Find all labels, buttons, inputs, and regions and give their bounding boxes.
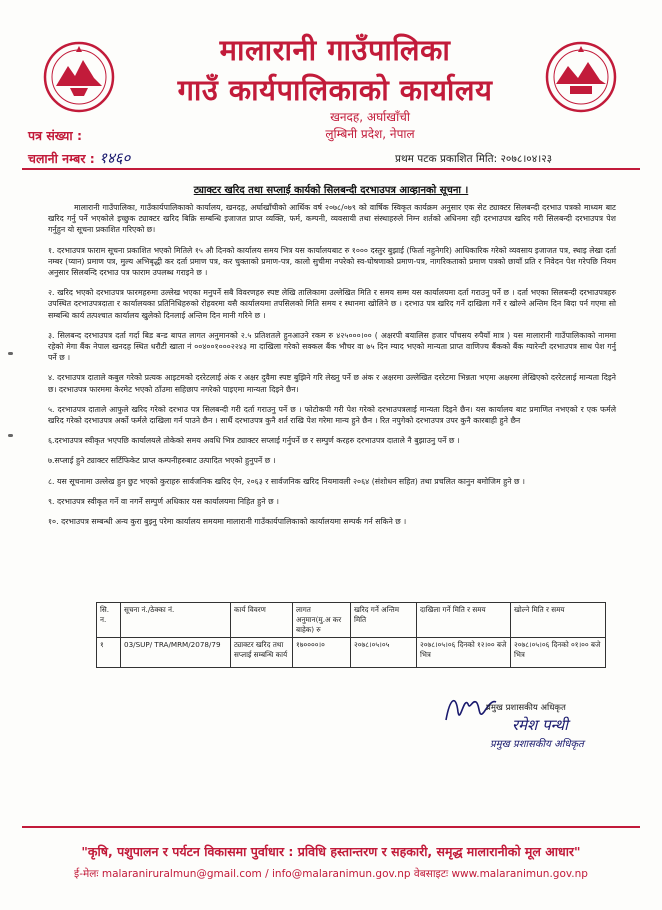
notice-clause: ४. दरभाउपत्र दाताले कबुल गरेको प्रत्यक आइटमको दररेटलाई अंक र अक्षर दुवैमा स्पष्ट बुझिने गरि लेख्नु पर्ने छ अंक र अक्षरमा उल्लेखित दररेटमा भिन्नता भएमा अक्षरमा लेखिएको दररेटलाई मान्यता दिइने छ। दरभाउपत्र फारममा केरमेट भएको ठाँउमा सहिछाप नगरेको पाइएमा मान्यता दिइने छैन। bbox=[48, 373, 616, 394]
notice-clause: ५. दरभाउपत्र दाताले आफुले खरिद गरेको दरभाउ पत्र सिलबन्दी गरी दर्ता गराउनु पर्ने छ । फोटोकपी गरी पेश गरेको दरभाउपत्रलाई मान्यता दिइने छैन। यस कार्यालय बाट प्रमाणित नभएको र एक फर्मले खरिद गरेको दरभाउपत्र अर्को फर्मले दाखिला गर्न पाउने छैन । सार्थै दरभाउपत्र कुनै शर्त राखि पेश गरेमा मान्य हुने छैन । रित नपुगेको दरभाउपत्र उपर कुनै कारबाही हुने छैन bbox=[48, 404, 616, 426]
table-cell: २०७८।०५।०६ दिनको ०१।०० बजे भित्र bbox=[511, 638, 606, 668]
table-cell: ट्याक्टर खरिद तथा सप्लाई सम्बन्धि कार्य bbox=[231, 638, 293, 668]
dispatch-number bbox=[28, 148, 130, 168]
notice-intro: मालारानी गाउँपालिका, गाउँकार्यपालिकाको कार्यालय, खनदह, अर्घाखाँचीको आर्थिक वर्ष २०७८/०७९ को वार्षिक स्विकृत कार्यक्रम अनुसार एक सेट ट्याक्टर सिलबन्दी दरभाउ पत्रको माध्यम बाट खरिद गर्नु पर्ने भएकोले इच्छुक ट्याक्टर खरिद बिक्रि सम्बन्धि इजाजत प्राप्त व्यक्ति, फर्म, कम्पनी, व्यवसायी तथा संस्थाहरुले निम्न शर्तको अधिनमा रही दरभाउपत्र खरिद गरी सिलबन्दी दरभाउपत्र पेश गर्नुहुन यो सूचना प्रकाशित गरिएको छ। bbox=[48, 203, 616, 235]
notice-subject: ट्याक्टर खरिद तथा सप्लाई कार्यको सिलबन्दी दरभाउपत्र आव्हानको सूचना । bbox=[193, 185, 469, 196]
published-date: प्रथम पटक प्रकाशित मिति: २०७८।०४।२३ bbox=[395, 153, 553, 165]
footer-contact: ई-मेलः malaraniruralmun@gmail.com / info@malaranimun.gov.np वेबसाइटः www.malaranimun.gov.np bbox=[74, 868, 588, 880]
table-cell: १७००००।० bbox=[293, 638, 351, 668]
table-cell: २०७८।०५।०५ bbox=[351, 638, 417, 668]
signatory-name: रमेश पन्थी bbox=[512, 716, 569, 734]
notice-clause: ८. यस सूचनामा उल्लेख हुन छुट भएको कुराहरु सार्वजनिक खरिद ऐन, २०६३ र सार्वजनिक खरिद नियमावली २०६४ (संशोधन सहित) तथा प्रचलित कानुन बमोजिम हुने छ । bbox=[48, 476, 525, 486]
table-header-cell: कार्य विवरण bbox=[231, 603, 293, 638]
header-divider bbox=[22, 168, 640, 170]
address-line-1: खनदह, अर्घाखाँची bbox=[330, 110, 410, 124]
table-header-cell: खरिद गर्ने अन्तिम मिति bbox=[351, 603, 417, 638]
table-cell: १ bbox=[97, 638, 121, 668]
footer-divider bbox=[22, 826, 640, 828]
table-header-cell: खोल्ने मिति र समय bbox=[511, 603, 606, 638]
office-title: गाउँ कार्यपालिकाको कार्यालय bbox=[177, 73, 493, 107]
table-header-cell: लागत अनुमान(मु.अ कर बाहेक) रु bbox=[293, 603, 351, 638]
table-header-cell: दाखिला गर्ने मिति र समय bbox=[417, 603, 511, 638]
table-header-cell: सि. न. bbox=[97, 603, 121, 638]
reference-label: पत्र संख्या : bbox=[28, 128, 82, 143]
address-line-2: लुम्बिनी प्रदेश, नेपाल bbox=[325, 127, 415, 141]
reference-number bbox=[28, 127, 82, 144]
notice-clause: २. खरिद भएको दरभाउपत्र फारमहरुमा उल्लेख भएका मनुपर्ने सबै विवरणहरु स्पष्ट लेखि तालिकामा उल्लेखित मिति र समय सम्म यस कार्यालयमा दर्ता गराउनु पर्ने छ । दर्ता भएका सिलबन्दी दरभाउपत्रहरु उपस्थित दरभाउपत्रदाता र कार्यालयका प्रतिनिधिहरुको रोहवरमा यसै कार्यालयमा तपसिलको मिति समय र स्थानमा खोलिने छ । दरभाउ पत्र खरिद गर्ने दाखिला गर्ने र खोल्ने अन्तिम दिन बिदा पर्न गएमा सो सम्बन्धि कार्य तत्पश्चात कार्यालय खुलेको दिनलाई अन्तिम दिन मानी गरिने छ । bbox=[48, 288, 616, 320]
notice-clause: ७.सप्लाई हुने ट्याक्टर सर्टिफिकेट प्राप्त कम्पनीहरुबाट उत्पादित भएको हुनुपर्ने छ । bbox=[48, 456, 276, 466]
table-header-cell: सूचना नं./ठेक्का नं. bbox=[121, 603, 231, 638]
signatory-role: प्रमुख प्रशासकीय अधिकृत bbox=[486, 703, 566, 713]
table-cell: २०७८।०५।०६ दिनको १२।०० बजे भित्र bbox=[417, 638, 511, 668]
punch-hole-mark bbox=[8, 352, 13, 355]
notice-clause: ६.दरभाउपत्र स्वीकृत भएपछि कार्यालयले तोकेको समय अवधि भित्र ट्याक्टर सप्लाई गर्नुपर्ने छ र सम्पुर्ण करहरु दरभाउपत्र दाताले नै बुझाउनु पर्ने छ । bbox=[48, 436, 460, 446]
notice-clause: १. दरभाउपत्र फाराम सूचना प्रकाशित भएको मितिले १५ औ दिनको कार्यालय समय भित्र यस कार्यालयबाट रु १००० दस्तुर बुझाई (फिर्ता नहुनेगरि) आधिकारिक गरेको व्यवसाय इजाजत पत्र, स्थाइ लेखा दर्ता नम्बर (प्यान) प्रमाण पत्र, मुल्य अभिबृद्धी कर दर्ता प्रमाण पत्र, कर चुक्ताको प्रमाण-पत्र, कालो सुचीमा नपरेको स्व-घोषणाको प्रमाण-पत्र, नागरिकताको प्रमाण पत्रको छायाँ प्रति र निवेदन पेश गरेपछि नियम अनुसार सिलबन्दि दरभाउ पत्र फाराम उपलब्ध गराइने छ । bbox=[48, 245, 616, 278]
notice-body bbox=[48, 202, 616, 536]
signatory-title: प्रमुख प्रशासकीय अधिकृत bbox=[490, 739, 584, 750]
table-row bbox=[97, 638, 606, 668]
notice-clause: ३. सिलबन्द दरभाउपत्र दर्ता गर्दा बिड बन्ड बापत लागत अनुमानको २.५ प्रतिशतले हुनआउने रकम रु ४२५०००।०० ( अक्षरपी बयालिस हजार पाँचसय रुपैयाँ मात्र ) यस मालारानी गाउँपालिकाको नाममा रहेको मेगा बैंक नेपाल खनदह स्थित धरौटी खाता नं ००४००१०००२२४३ मा दाखिला गरेको सक्कल बैंक भौचर वा ७५ दिन म्याद भएको मान्यता प्राप्त वाणिज्य बैंकको बैंक ग्यारेन्टी दरभाउपत्र साथ पेश गर्नु पर्ने छ । bbox=[48, 330, 616, 363]
punch-hole-mark bbox=[8, 434, 13, 437]
footer-motto: "कृषि, पशुपालन र पर्यटन विकासमा पुर्वाधार : प्रविधि हस्तान्तरण र सहकारी, समृद्ध मालारानीको मूल आधार" bbox=[81, 844, 581, 859]
notice-clause: १०. दरभाउपत्र सम्बन्धी अन्य कुरा बुझ्नु परेमा कार्यालय समयमा मालारानी गाउँकार्यपालिकाको कार्यालयमा सम्पर्क गर्न सकिने छ । bbox=[48, 517, 407, 527]
bid-schedule-table bbox=[96, 602, 606, 668]
table-header-row bbox=[97, 603, 606, 638]
notice-clause: ९. दरभाउपत्र स्वीकृत गर्ने वा नगर्ने सम्पुर्ण अधिकार यस कार्यालयमा निहित हुने छ । bbox=[48, 496, 279, 506]
municipality-title: मालारानी गाउँपालिका bbox=[219, 33, 451, 67]
dispatch-number-value: १४६० bbox=[99, 149, 131, 167]
table-cell: 03/SUP/ TRA/MRM/2078/79 bbox=[121, 638, 231, 668]
dispatch-label: चलानी नम्बर : bbox=[28, 151, 95, 166]
